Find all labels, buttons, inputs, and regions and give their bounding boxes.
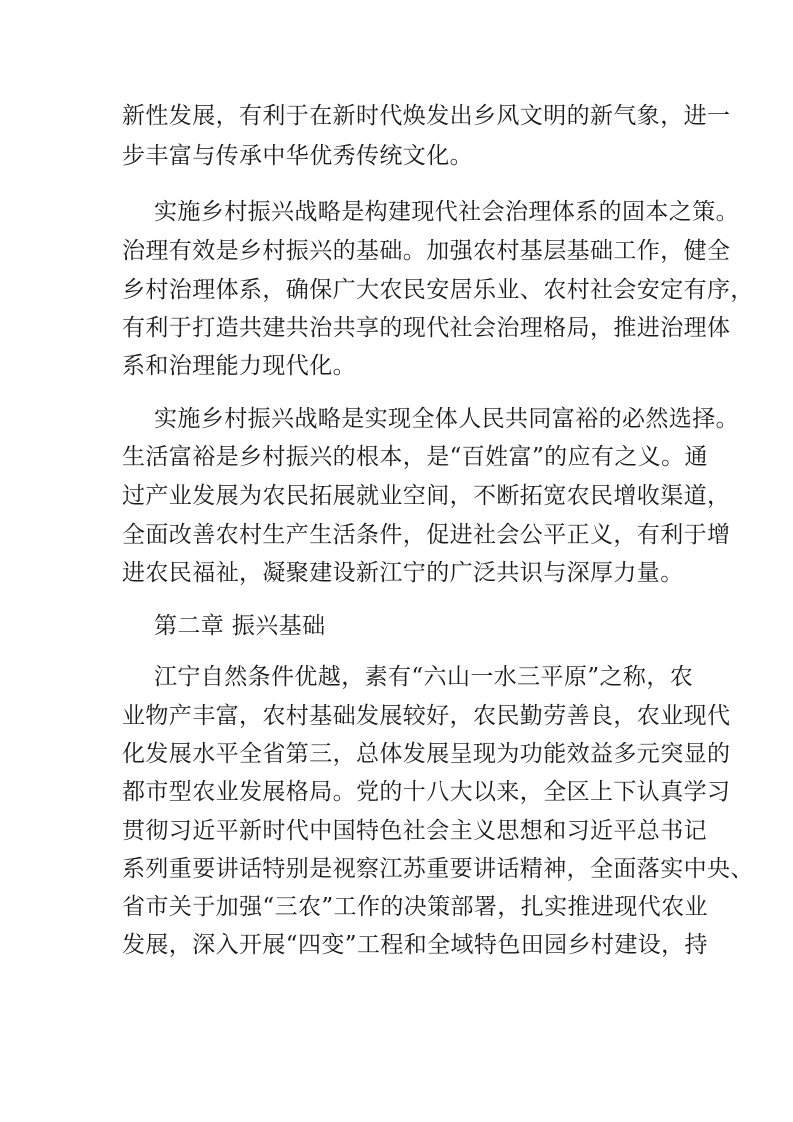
paragraph-line: 业物产丰富，农村基础发展较好，农民勤劳善良，农业现代 [122, 703, 731, 729]
paragraph-line: 步丰富与传承中华优秀传统文化。 [122, 143, 473, 169]
paragraph-line: 生活富裕是乡村振兴的根本，是“百姓富”的应有之义。通 [122, 444, 708, 470]
paragraph-line: 实施乡村振兴战略是构建现代社会治理体系的固本之策。 [154, 199, 739, 225]
paragraph-line: 贯彻习近平新时代中国特色社会主义思想和习近平总书记 [122, 818, 707, 844]
paragraph-line: 江宁自然条件优越，素有“六山一水三平原”之称，农 [154, 664, 694, 690]
paragraph-line: 省市关于加强“三农”工作的决策部署，扎实推进现代农业 [122, 894, 708, 920]
paragraph-line: 乡村治理体系，确保广大农民安居乐业、农村社会安定有序， [122, 277, 754, 303]
paragraph-line: 系列重要讲话特别是视察江苏重要讲话精神，全面落实中央、 [122, 856, 754, 882]
paragraph-line: 进农民福祉，凝聚建设新江宁的广泛共识与深厚力量。 [122, 560, 684, 586]
paragraph-line: 全面改善农村生产生活条件，促进社会公平正义，有利于增 [122, 522, 731, 548]
paragraph-line: 化发展水平全省第三，总体发展呈现为功能效益多元突显的 [122, 741, 731, 767]
paragraph-line: 过产业发展为农民拓展就业空间，不断拓宽农民增收渠道， [122, 483, 731, 509]
paragraph-line: 实施乡村振兴战略是实现全体人民共同富裕的必然选择。 [154, 406, 739, 432]
chapter-heading: 第二章 振兴基础 [154, 613, 326, 639]
paragraph-line: 有利于打造共建共治共享的现代社会治理格局，推进治理体 [122, 315, 731, 341]
paragraph-line: 系和治理能力现代化。 [122, 353, 356, 379]
paragraph-line: 发展，深入开展“四变”工程和全域特色田园乡村建设，持 [122, 932, 708, 958]
paragraph-line: 新性发展，有利于在新时代焕发出乡风文明的新气象，进一 [122, 103, 731, 129]
paragraph-line: 治理有效是乡村振兴的基础。加强农村基层基础工作，健全 [122, 238, 731, 264]
paragraph-line: 都市型农业发展格局。党的十八大以来，全区上下认真学习 [122, 779, 731, 805]
